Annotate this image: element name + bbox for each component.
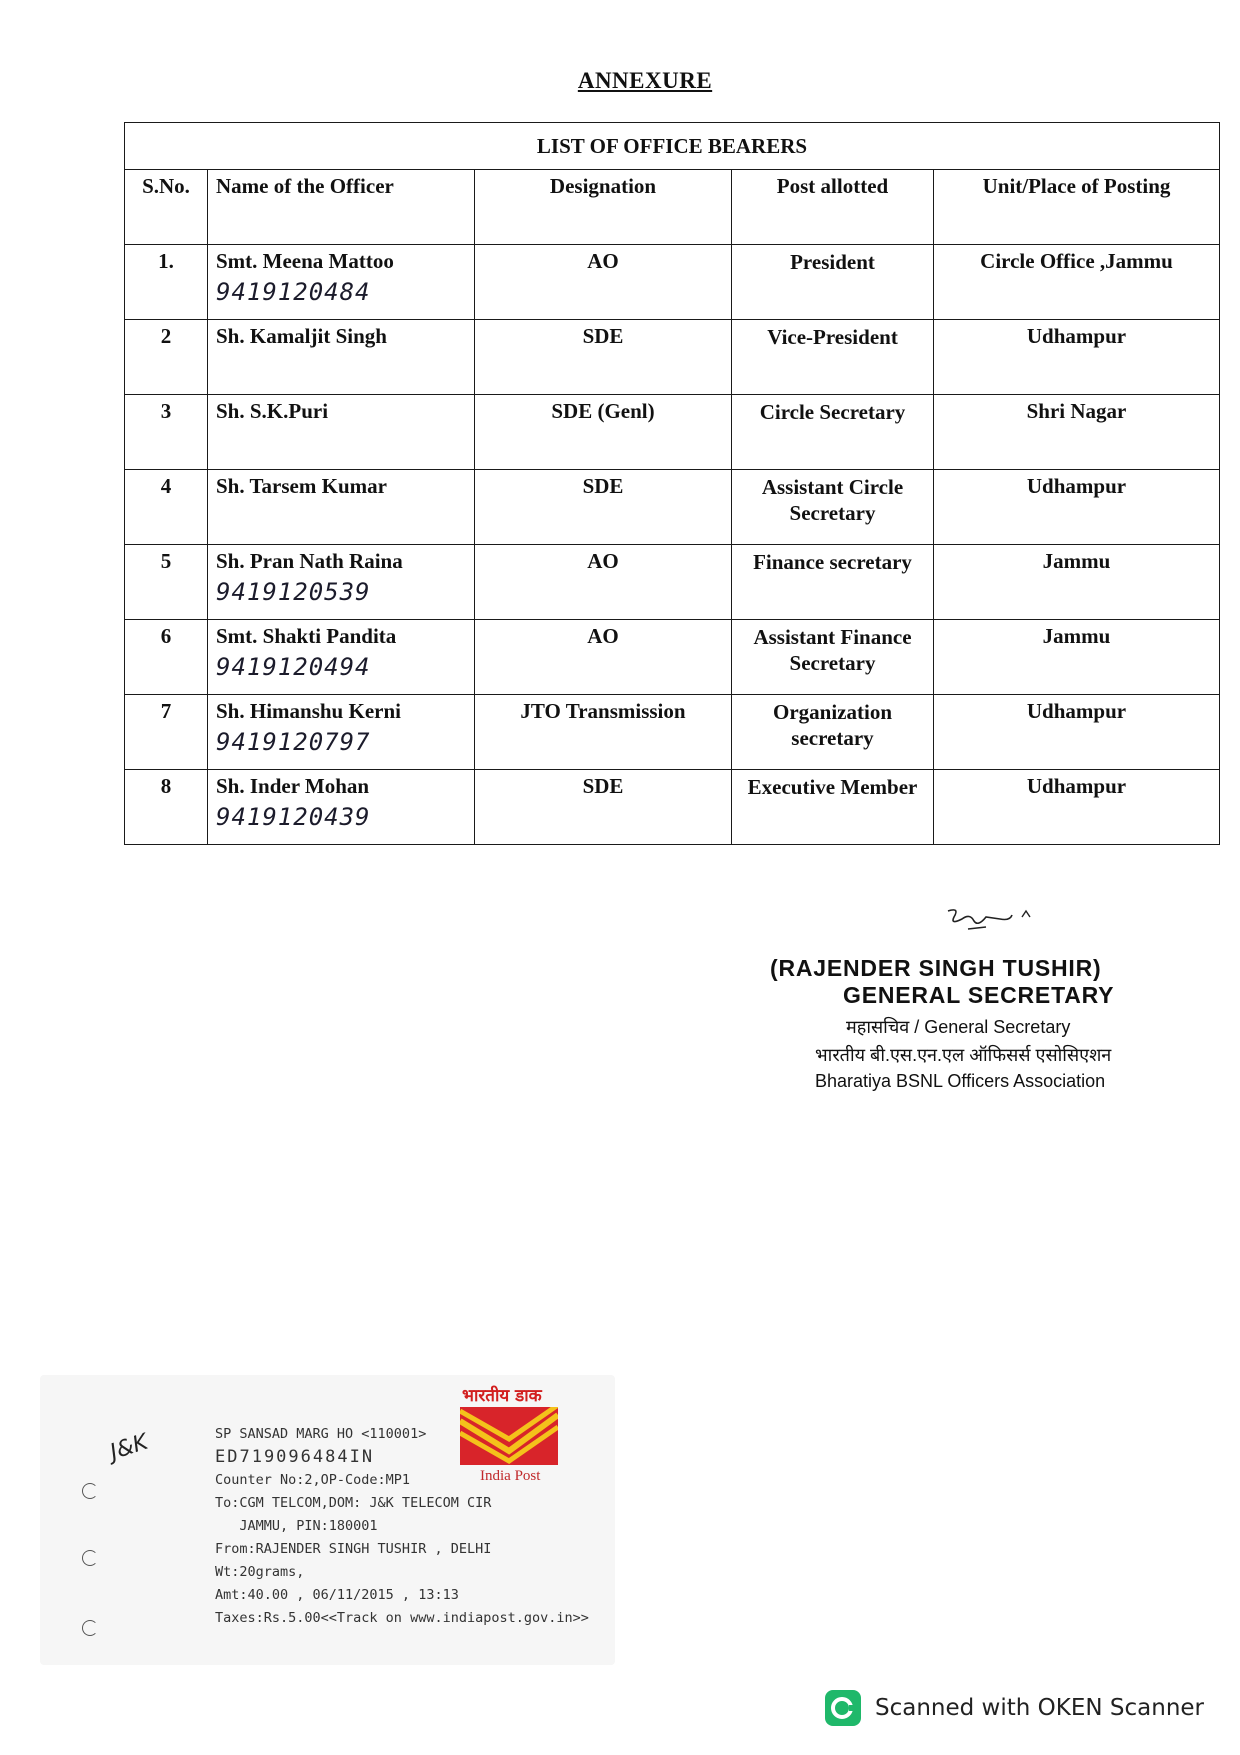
cell-unit (934, 470, 1220, 545)
cell-designation-text: SDE (Genl) (551, 399, 655, 423)
page-title: ANNEXURE (577, 68, 713, 93)
receipt-line: Amt:40.00 , 06/11/2015 , 13:13 (215, 1587, 459, 1603)
column-header-name: Name of the Officer (208, 170, 475, 245)
table-row (125, 695, 1220, 770)
cell-name-text: Sh. Pran Nath Raina (216, 549, 403, 573)
office-bearers-table (124, 122, 1220, 845)
cell-post (732, 470, 934, 545)
cell-designation-text: AO (587, 249, 619, 273)
handwritten-phone: 9419120484 (216, 278, 371, 306)
table-header-row (125, 170, 1220, 245)
cell-name-text: Sh. Inder Mohan (216, 774, 370, 798)
cell-unit-text: Jammu (1042, 624, 1111, 648)
cell-designation-text: JTO Transmission (520, 699, 686, 723)
cell-designation-text: SDE (582, 324, 624, 348)
cell-unit-text: Udhampur (1026, 324, 1127, 348)
cell-unit-text: Udhampur (1026, 699, 1127, 723)
handwritten-phone: 9419120494 (216, 653, 371, 681)
cell-post (732, 545, 934, 620)
cell-name-text: Smt. Meena Mattoo (216, 249, 394, 273)
cell-name (208, 545, 475, 620)
receipt-line: SP SANSAD MARG HO <110001> (215, 1426, 427, 1442)
cell-unit-text: Udhampur (1026, 774, 1127, 798)
cell-post-text: President (790, 250, 875, 274)
cell-sno-text: 2 (160, 324, 172, 348)
cell-unit-text: Shri Nagar (1026, 399, 1127, 423)
signatory-name: (RAJENDER SINGH TUSHIR) (770, 955, 1102, 981)
stamp-line-3: Bharatiya BSNL Officers Association (815, 1071, 1106, 1091)
cell-designation (475, 620, 732, 695)
table-row (125, 395, 1220, 470)
cell-designation (475, 320, 732, 395)
receipt-line: Counter No:2,OP-Code:MP1 (215, 1472, 411, 1488)
cell-name (208, 770, 475, 845)
cell-post-text: Executive Member (747, 775, 918, 799)
stamp-line-2: भारतीय बी.एस.एन.एल ऑफिसर्स एसोसिएशन (815, 1045, 1112, 1065)
cell-sno-text: 8 (160, 774, 172, 798)
cell-sno-text: 3 (160, 399, 172, 423)
cell-post (732, 320, 934, 395)
cell-designation-text: SDE (582, 774, 624, 798)
receipt-line: To:CGM TELCOM,DOM: J&K TELECOM CIR (215, 1495, 492, 1511)
cell-post-text: Finance secretary (753, 550, 912, 574)
cell-unit (934, 770, 1220, 845)
receipt-line: Taxes:Rs.5.00<<Track on www.indiapost.gov.in>> (215, 1610, 589, 1626)
cell-unit-text: Jammu (1042, 549, 1111, 573)
table-row (125, 770, 1220, 845)
receipt-line: Wt:20grams, (215, 1564, 305, 1580)
table-row (125, 245, 1220, 320)
cell-post (732, 395, 934, 470)
cell-post-text: Assistant Circle Secretary (761, 475, 904, 526)
cell-post-text: Vice-President (767, 325, 898, 349)
cell-designation-text: SDE (582, 474, 624, 498)
cell-designation (475, 695, 732, 770)
table-caption: LIST OF OFFICE BEARERS (125, 123, 1220, 170)
cell-designation (475, 245, 732, 320)
signature-block (770, 955, 1190, 1092)
column-header-unit: Unit/Place of Posting (934, 170, 1220, 245)
receipt-line: From:RAJENDER SINGH TUSHIR , DELHI (215, 1541, 492, 1557)
cell-unit (934, 320, 1220, 395)
cell-designation-text: AO (587, 624, 619, 648)
cell-unit-text: Udhampur (1026, 474, 1127, 498)
cell-name (208, 245, 475, 320)
column-header-sno: S.No. (125, 170, 208, 245)
cell-designation (475, 395, 732, 470)
column-header-designation: Designation (475, 170, 732, 245)
stamp-line-1: महासचिव / General Secretary (846, 1017, 1071, 1037)
scanner-text: Scanned with OKEN Scanner (875, 1695, 1204, 1721)
cell-post-text: Assistant Finance Secretary (753, 625, 912, 676)
handwritten-phone: 9419120539 (216, 578, 371, 606)
cell-post (732, 695, 934, 770)
cell-post-text: Circle Secretary (759, 400, 906, 424)
cell-designation (475, 470, 732, 545)
table-row (125, 620, 1220, 695)
cell-designation (475, 545, 732, 620)
tracking-number: ED719096484IN (215, 1447, 375, 1467)
cell-unit (934, 620, 1220, 695)
punch-hole-icon (82, 1483, 98, 1499)
postal-receipt (40, 1375, 615, 1665)
cell-name (208, 395, 475, 470)
cell-sno (125, 320, 208, 395)
cell-name (208, 620, 475, 695)
cell-post-text: Organization secretary (773, 700, 892, 751)
cell-sno-text: 7 (160, 699, 172, 723)
cell-sno (125, 770, 208, 845)
cell-sno (125, 545, 208, 620)
cell-sno-text: 6 (160, 624, 172, 648)
scanner-watermark (825, 1690, 1204, 1726)
cell-designation (475, 770, 732, 845)
cell-name (208, 695, 475, 770)
table-row (125, 320, 1220, 395)
india-post-envelope-icon (460, 1407, 558, 1465)
cell-sno-text: 1. (158, 249, 174, 273)
cell-unit (934, 245, 1220, 320)
oken-scanner-icon (825, 1690, 861, 1726)
logo-english-text: India Post (480, 1468, 541, 1484)
handwritten-phone: 9419120439 (216, 803, 371, 831)
punch-hole-icon (82, 1620, 98, 1636)
handwritten-phone: 9419120797 (216, 728, 371, 756)
cell-name (208, 470, 475, 545)
cell-sno (125, 620, 208, 695)
handwritten-note: J&K (107, 1429, 152, 1466)
cell-sno-text: 4 (160, 474, 172, 498)
receipt-line: JAMMU, PIN:180001 (215, 1518, 378, 1534)
cell-name-text: Smt. Shakti Pandita (216, 624, 397, 648)
cell-name-text: Sh. Kamaljit Singh (216, 324, 387, 348)
cell-post (732, 620, 934, 695)
cell-sno-text: 5 (160, 549, 172, 573)
india-post-logo (450, 1375, 570, 1485)
cell-unit-text: Circle Office ,Jammu (980, 249, 1173, 273)
logo-hindi-text: भारतीय डाक (462, 1386, 542, 1406)
cell-name (208, 320, 475, 395)
cell-sno (125, 395, 208, 470)
cell-name-text: Sh. Tarsem Kumar (216, 474, 387, 498)
punch-hole-icon (82, 1550, 98, 1566)
table-row (125, 545, 1220, 620)
cell-unit (934, 695, 1220, 770)
cell-unit (934, 545, 1220, 620)
cell-post (732, 770, 934, 845)
cell-designation-text: AO (587, 549, 619, 573)
cell-sno (125, 695, 208, 770)
cell-post (732, 245, 934, 320)
cell-unit (934, 395, 1220, 470)
signature-scribble (940, 905, 1040, 935)
signatory-title: GENERAL SECRETARY (843, 982, 1115, 1008)
table-row (125, 470, 1220, 545)
cell-sno (125, 245, 208, 320)
cell-name-text: Sh. Himanshu Kerni (216, 699, 401, 723)
column-header-post: Post allotted (732, 170, 934, 245)
cell-sno (125, 470, 208, 545)
cell-name-text: Sh. S.K.Puri (216, 399, 329, 423)
